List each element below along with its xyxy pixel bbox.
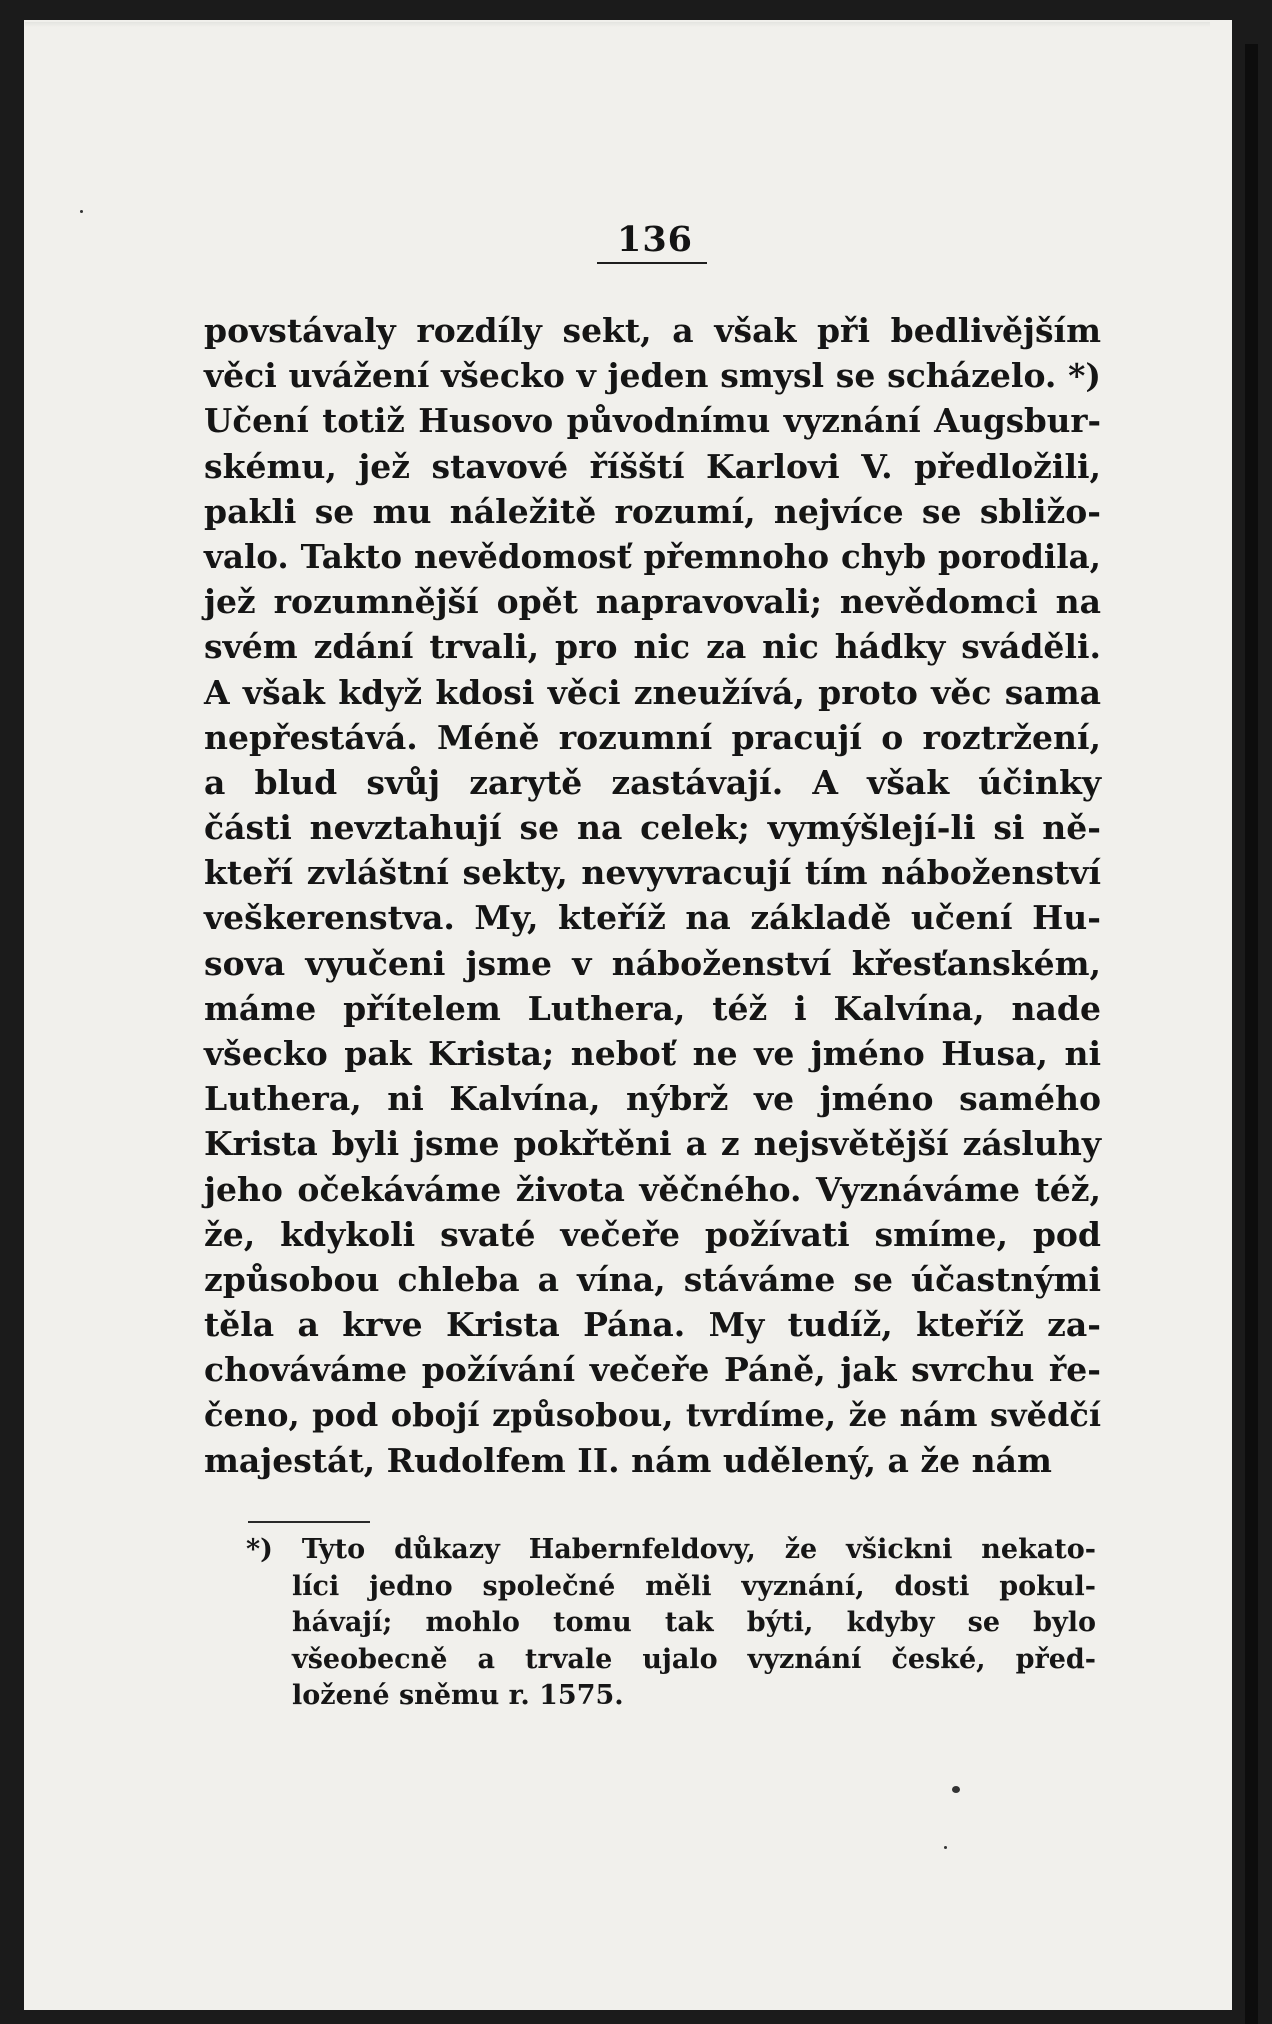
ink-speck bbox=[944, 1846, 947, 1849]
text-line: Učení totiž Husovo původnímu vyznání Augsbur- bbox=[204, 401, 1101, 441]
footnote-line: všeobecně a trvale ujalo vyznání české, před- bbox=[292, 1643, 1096, 1675]
text-line: části nevztahují se na celek; vymýšlejí-li si ně- bbox=[204, 808, 1101, 848]
text-line: kteří zvláštní sekty, nevyvracují tím náboženství bbox=[204, 853, 1101, 893]
text-line: veškerenstva. My, kteříž na základě učení Hu- bbox=[204, 898, 1101, 938]
text-line: způsobou chleba a vína, stáváme se účastnými bbox=[204, 1259, 1101, 1299]
text-line: čeno, pod obojí způsobou, tvrdíme, že nám svědčí bbox=[204, 1395, 1101, 1434]
text-line: jeho očekáváme života věčného. Vyznáváme též, bbox=[204, 1169, 1101, 1209]
text-line: A však když kdosi věci zneužívá, proto věc sama bbox=[204, 672, 1101, 712]
text-line: majestát, Rudolfem II. nám udělený, a že nám bbox=[204, 1440, 1052, 1480]
page-top-edge bbox=[25, 22, 1210, 27]
footnote bbox=[246, 1532, 1096, 1715]
page-number-rule bbox=[597, 262, 707, 264]
text-line: máme přítelem Luthera, též i Kalvína, nade bbox=[204, 988, 1101, 1028]
text-line: skému, jež stavové říšští Karlovi V. předložili, bbox=[204, 446, 1101, 486]
text-line: a blud svůj zarytě zastávají. A však účinky bbox=[204, 762, 1101, 802]
footnote-rule bbox=[248, 1521, 370, 1523]
text-line: nepřestává. Méně rozumní pracují o roztržení, bbox=[204, 717, 1101, 757]
text-line: věci uvážení všecko v jeden smysl se scházelo. *) bbox=[204, 356, 1101, 396]
body-text bbox=[204, 308, 1101, 1483]
text-line: že, kdykoli svaté večeře požívati smíme, pod bbox=[204, 1214, 1101, 1254]
ink-speck bbox=[952, 1786, 960, 1793]
footnote-line: hávají; mohlo tomu tak býti, kdyby se bylo bbox=[292, 1607, 1096, 1638]
text-line: všecko pak Krista; neboť ne ve jméno Husa, ni bbox=[204, 1034, 1101, 1073]
footnote-line: ložené sněmu r. 1575. bbox=[292, 1680, 624, 1711]
text-line: Krista byli jsme pokřtěni a z nejsvětější zásluhy bbox=[204, 1124, 1101, 1164]
footnote-line: *) Tyto důkazy Habernfeldovy, že všickni nekato- bbox=[246, 1534, 1096, 1565]
page-number: 136 bbox=[616, 219, 694, 260]
text-line: jež rozumnější opět napravovali; nevědomci na bbox=[204, 582, 1101, 622]
text-line: pakli se mu náležitě rozumí, nejvíce se sbližo- bbox=[204, 491, 1101, 531]
text-line: sova vyučeni jsme v náboženství křesťanském, bbox=[204, 943, 1101, 983]
text-line: povstávaly rozdíly sekt, a však při bedlivějším bbox=[204, 311, 1101, 350]
ink-speck bbox=[80, 210, 83, 213]
text-line: chováváme požívání večeře Páně, jak svrchu ře- bbox=[204, 1350, 1101, 1390]
text-line: Luthera, ni Kalvína, nýbrž ve jméno samého bbox=[204, 1079, 1101, 1119]
footnote-line: líci jedno společné měli vyznání, dosti pokul- bbox=[292, 1570, 1096, 1602]
binding-edge bbox=[1245, 44, 1258, 2024]
text-line: valo. Takto nevědomosť přemnoho chyb porodila, bbox=[204, 536, 1101, 576]
text-line: svém zdání trvali, pro nic za nic hádky sváděli. bbox=[204, 627, 1101, 667]
text-line: těla a krve Krista Pána. My tudíž, kteříž za- bbox=[204, 1305, 1101, 1345]
